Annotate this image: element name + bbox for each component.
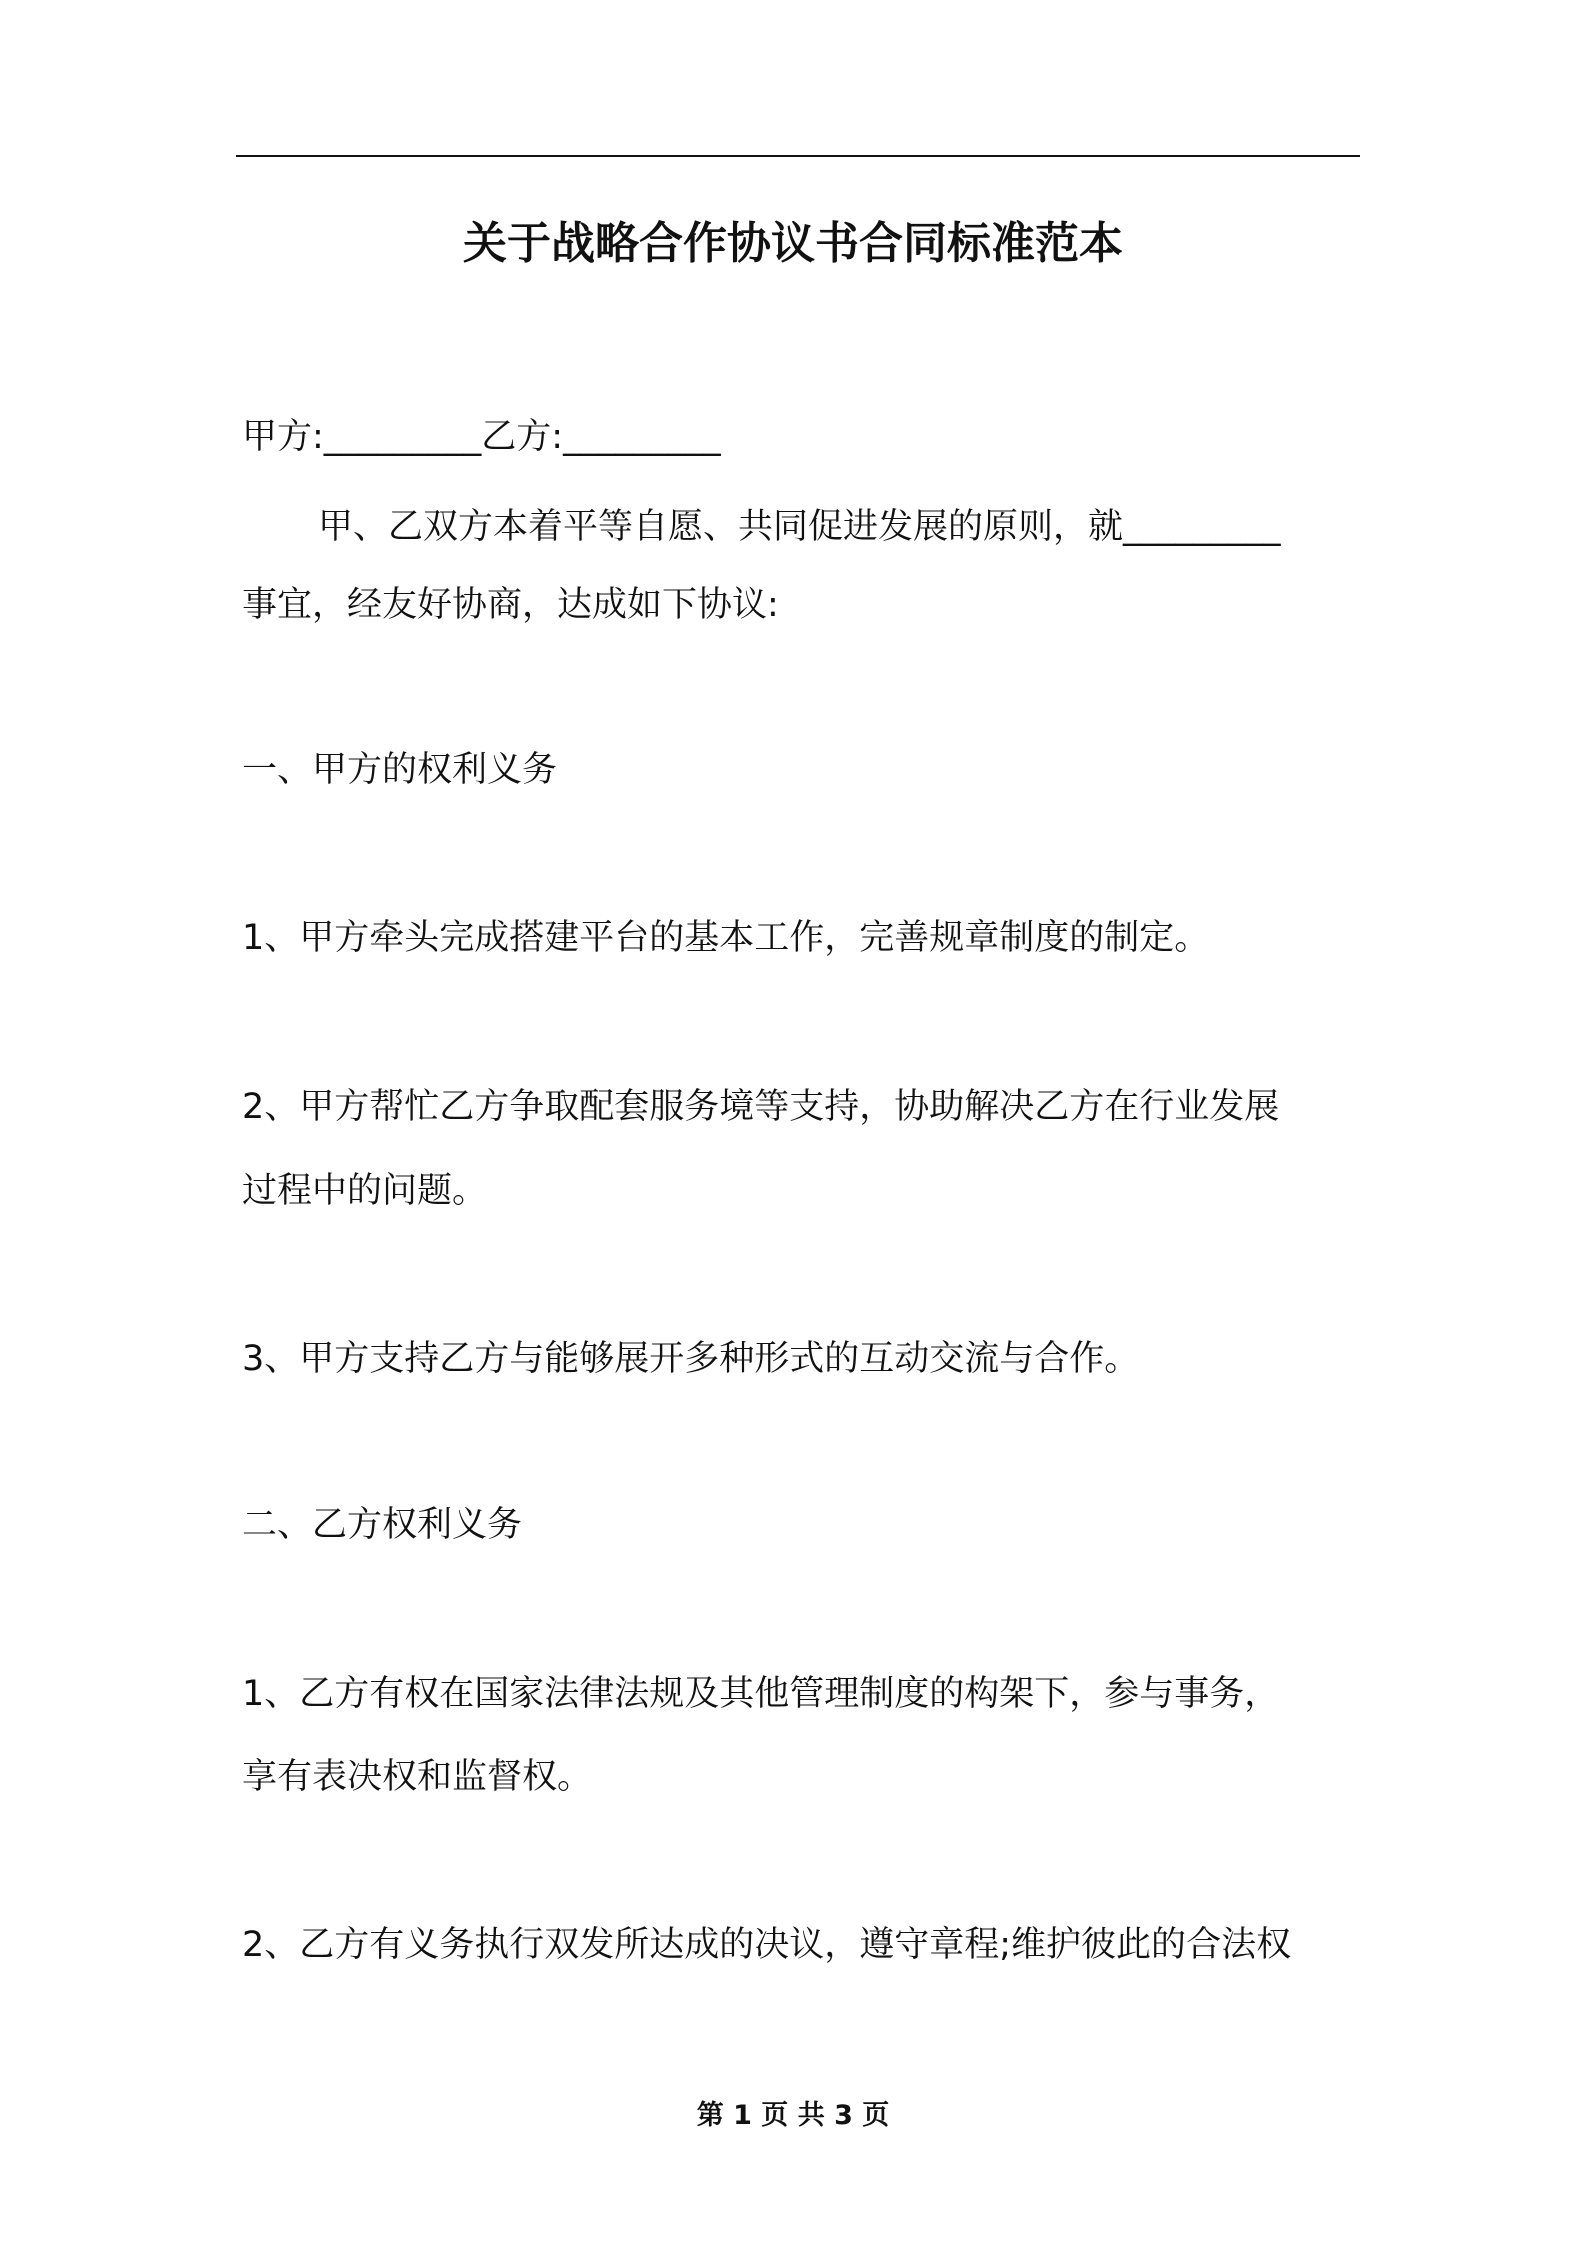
- parties-line: 甲方:_________乙方:_________: [242, 417, 721, 457]
- section-1-item-3: 3、甲方支持乙方与能够展开多种形式的互动交流与合作。: [242, 1339, 1140, 1379]
- intro-line-1: 甲、乙双方本着平等自愿、共同促进发展的原则，就_________: [318, 507, 1281, 547]
- section-1-item-2-line-2: 过程中的问题。: [242, 1171, 488, 1211]
- section-1-item-1: 1、甲方牵头完成搭建平台的基本工作，完善规章制度的制定。: [242, 918, 1210, 958]
- section-1-item-2-line-1: 2、甲方帮忙乙方争取配套服务境等支持，协助解决乙方在行业发展: [242, 1087, 1280, 1127]
- section-2-heading: 二、乙方权利义务: [242, 1505, 523, 1545]
- header-rule: [236, 155, 1360, 157]
- section-2-item-2-line-1: 2、乙方有义务执行双发所达成的决议，遵守章程;维护彼此的合法权: [242, 1925, 1292, 1965]
- section-2-item-1-line-2: 享有表决权和监督权。: [242, 1757, 593, 1797]
- page-number-footer: 第 1 页 共 3 页: [696, 2100, 890, 2131]
- section-2-item-1-line-1: 1、乙方有权在国家法律法规及其他管理制度的构架下，参与事务，: [242, 1674, 1280, 1714]
- document-title: 关于战略合作协议书合同标准范本: [463, 218, 1123, 269]
- section-1-heading: 一、甲方的权利义务: [242, 750, 558, 790]
- intro-line-2: 事宜，经友好协商，达成如下协议:: [242, 585, 779, 625]
